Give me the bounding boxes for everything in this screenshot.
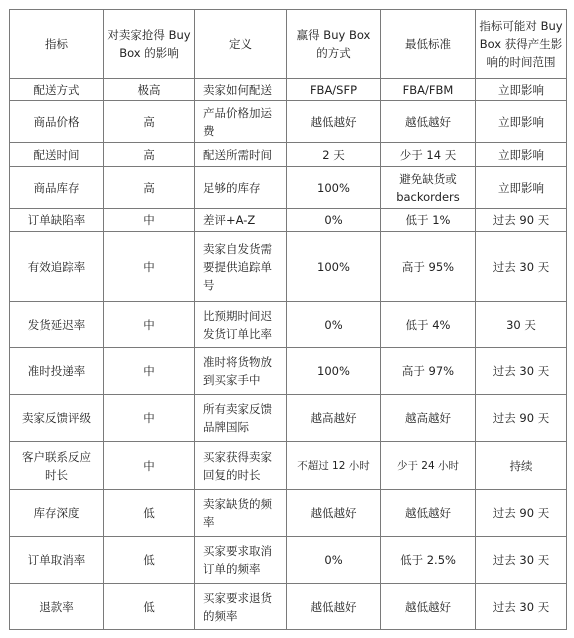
cell-winning-method: 越高越好 bbox=[287, 395, 381, 442]
cell-metric: 商品库存 bbox=[10, 167, 104, 209]
cell-time-range: 过去 90 天 bbox=[476, 395, 567, 442]
table-row bbox=[10, 584, 567, 630]
header-metric: 指标 bbox=[10, 10, 104, 79]
cell-impact: 中 bbox=[104, 348, 195, 395]
header-row bbox=[10, 10, 567, 79]
cell-time-range: 立即影响 bbox=[476, 101, 567, 143]
cell-impact: 中 bbox=[104, 209, 195, 232]
cell-metric: 有效追踪率 bbox=[10, 232, 104, 302]
cell-time-range: 过去 30 天 bbox=[476, 584, 567, 630]
cell-minimum-standard: 低于 2.5% bbox=[381, 537, 476, 584]
cell-winning-method: 不超过 12 小时 bbox=[287, 442, 381, 490]
table-row bbox=[10, 302, 567, 348]
cell-impact: 低 bbox=[104, 584, 195, 630]
cell-definition: 足够的库存 bbox=[195, 167, 287, 209]
cell-minimum-standard: 避免缺货或 backorders bbox=[381, 167, 476, 209]
cell-definition: 所有卖家反馈品牌国际 bbox=[195, 395, 287, 442]
cell-definition: 卖家缺货的频率 bbox=[195, 490, 287, 537]
cell-winning-method: 0% bbox=[287, 302, 381, 348]
cell-metric: 订单取消率 bbox=[10, 537, 104, 584]
cell-time-range: 30 天 bbox=[476, 302, 567, 348]
cell-winning-method: 100% bbox=[287, 167, 381, 209]
cell-minimum-standard: 少于 14 天 bbox=[381, 143, 476, 167]
cell-impact: 中 bbox=[104, 302, 195, 348]
cell-metric: 库存深度 bbox=[10, 490, 104, 537]
header-time-range: 指标可能对 Buy Box 获得产生影响的时间范围 bbox=[476, 10, 567, 79]
cell-minimum-standard: FBA/FBM bbox=[381, 79, 476, 101]
cell-definition: 买家要求退货的频率 bbox=[195, 584, 287, 630]
header-definition: 定义 bbox=[195, 10, 287, 79]
cell-time-range: 立即影响 bbox=[476, 79, 567, 101]
cell-time-range: 过去 30 天 bbox=[476, 348, 567, 395]
cell-definition: 买家要求取消订单的频率 bbox=[195, 537, 287, 584]
cell-impact: 中 bbox=[104, 395, 195, 442]
cell-winning-method: 100% bbox=[287, 348, 381, 395]
cell-impact: 低 bbox=[104, 490, 195, 537]
cell-minimum-standard: 越低越好 bbox=[381, 584, 476, 630]
cell-definition: 买家获得卖家回复的时长 bbox=[195, 442, 287, 490]
cell-metric: 退款率 bbox=[10, 584, 104, 630]
table-row bbox=[10, 167, 567, 209]
cell-winning-method: 越低越好 bbox=[287, 490, 381, 537]
cell-winning-method: 越低越好 bbox=[287, 584, 381, 630]
buybox-metrics-table bbox=[9, 9, 567, 630]
cell-minimum-standard: 高于 97% bbox=[381, 348, 476, 395]
cell-definition: 准时将货物放到买家手中 bbox=[195, 348, 287, 395]
cell-minimum-standard: 越高越好 bbox=[381, 395, 476, 442]
cell-impact: 高 bbox=[104, 143, 195, 167]
cell-time-range: 过去 90 天 bbox=[476, 209, 567, 232]
table-row bbox=[10, 348, 567, 395]
cell-minimum-standard: 低于 1% bbox=[381, 209, 476, 232]
cell-winning-method: 0% bbox=[287, 209, 381, 232]
cell-impact: 中 bbox=[104, 232, 195, 302]
table-row bbox=[10, 143, 567, 167]
cell-metric: 订单缺陷率 bbox=[10, 209, 104, 232]
cell-winning-method: FBA/SFP bbox=[287, 79, 381, 101]
table-row bbox=[10, 209, 567, 232]
cell-time-range: 过去 90 天 bbox=[476, 490, 567, 537]
cell-minimum-standard: 少于 24 小时 bbox=[381, 442, 476, 490]
cell-metric: 卖家反馈评级 bbox=[10, 395, 104, 442]
table-row bbox=[10, 232, 567, 302]
cell-definition: 差评+A-Z bbox=[195, 209, 287, 232]
table-body bbox=[10, 79, 567, 630]
cell-metric: 发货延迟率 bbox=[10, 302, 104, 348]
cell-impact: 低 bbox=[104, 537, 195, 584]
table-row bbox=[10, 395, 567, 442]
header-impact: 对卖家抢得 Buy Box 的影响 bbox=[104, 10, 195, 79]
cell-definition: 比预期时间迟发货订单比率 bbox=[195, 302, 287, 348]
cell-time-range: 过去 30 天 bbox=[476, 537, 567, 584]
cell-definition: 产品价格加运费 bbox=[195, 101, 287, 143]
cell-minimum-standard: 高于 95% bbox=[381, 232, 476, 302]
cell-minimum-standard: 越低越好 bbox=[381, 490, 476, 537]
cell-minimum-standard: 低于 4% bbox=[381, 302, 476, 348]
cell-metric: 配送方式 bbox=[10, 79, 104, 101]
cell-winning-method: 100% bbox=[287, 232, 381, 302]
buybox-metrics-table-container bbox=[9, 9, 567, 630]
cell-winning-method: 越低越好 bbox=[287, 101, 381, 143]
cell-definition: 卖家如何配送 bbox=[195, 79, 287, 101]
cell-time-range: 过去 30 天 bbox=[476, 232, 567, 302]
cell-metric: 商品价格 bbox=[10, 101, 104, 143]
table-row bbox=[10, 490, 567, 537]
table-row bbox=[10, 537, 567, 584]
cell-metric: 客户联系反应时长 bbox=[10, 442, 104, 490]
cell-metric: 配送时间 bbox=[10, 143, 104, 167]
cell-impact: 高 bbox=[104, 101, 195, 143]
table-row bbox=[10, 79, 567, 101]
cell-minimum-standard: 越低越好 bbox=[381, 101, 476, 143]
cell-time-range: 立即影响 bbox=[476, 143, 567, 167]
table-row bbox=[10, 101, 567, 143]
header-winning-method: 赢得 Buy Box 的方式 bbox=[287, 10, 381, 79]
header-minimum-standard: 最低标准 bbox=[381, 10, 476, 79]
cell-impact: 高 bbox=[104, 167, 195, 209]
table-row bbox=[10, 442, 567, 490]
cell-definition: 配送所需时间 bbox=[195, 143, 287, 167]
cell-winning-method: 0% bbox=[287, 537, 381, 584]
cell-impact: 中 bbox=[104, 442, 195, 490]
cell-definition: 卖家自发货需要提供追踪单号 bbox=[195, 232, 287, 302]
cell-metric: 准时投递率 bbox=[10, 348, 104, 395]
cell-impact: 极高 bbox=[104, 79, 195, 101]
cell-winning-method: 2 天 bbox=[287, 143, 381, 167]
cell-time-range: 持续 bbox=[476, 442, 567, 490]
cell-time-range: 立即影响 bbox=[476, 167, 567, 209]
